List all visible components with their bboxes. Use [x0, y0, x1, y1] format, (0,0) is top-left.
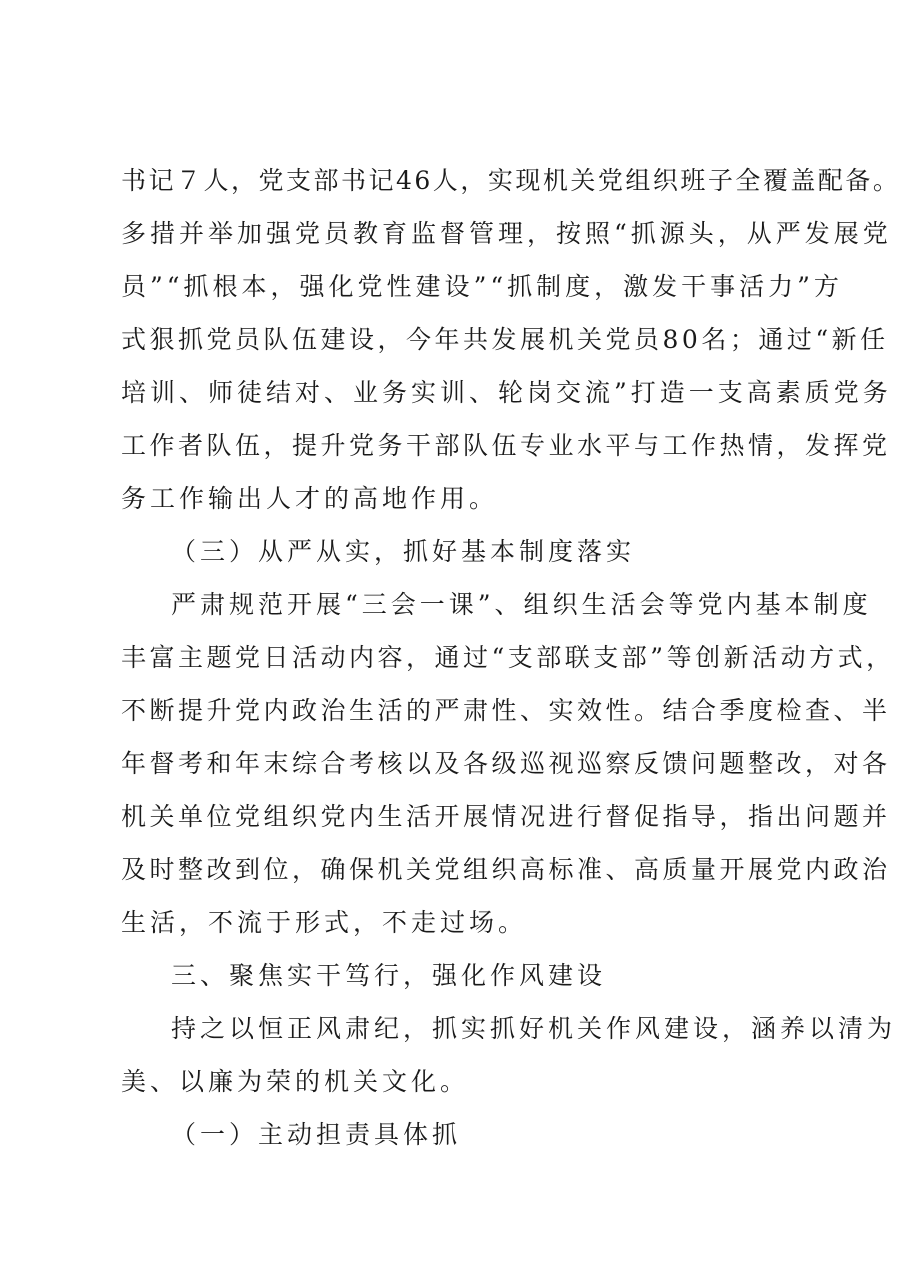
body-text-line: 培训、师徒结对、业务实训、轮岗交流”打造一支高素质党务 — [121, 378, 892, 407]
body-text-line: 不断提升党内政治生活的严肃性、实效性。结合季度检查、半 — [121, 696, 891, 725]
body-text-line: 书记７人，党支部书记46人，实现机关党组织班子全覆盖配备。 — [121, 166, 901, 195]
section-heading: 三、聚焦实干笃行，强化作风建设 — [171, 961, 607, 990]
body-text-line: 工作者队伍，提升党务干部队伍专业水平与工作热情，发挥党 — [121, 431, 891, 460]
body-text-line: 丰富主题党日活动内容，通过“支部联支部”等创新活动方式， — [121, 643, 895, 672]
body-text-line: 机关单位党组织党内生活开展情况进行督促指导，指出问题并 — [121, 802, 891, 831]
body-text-line: 务工作输出人才的高地作用。 — [121, 484, 499, 513]
body-text-line: 生活，不流于形式，不走过场。 — [121, 908, 528, 937]
body-text-line: 严肃规范开展“三会一课”、组织生活会等党内基本制度 — [171, 590, 872, 619]
body-text-line: 持之以恒正风肃纪，抓实抓好机关作风建设，涵养以清为 — [171, 1014, 897, 1043]
body-text-line: 式狠抓党员队伍建设，今年共发展机关党员80名；通过“新任 — [121, 325, 889, 354]
section-heading: （一）主动担责具体抓 — [171, 1120, 462, 1149]
body-text-line: 年督考和年末综合考核以及各级巡视巡察反馈问题整改，对各 — [121, 749, 891, 778]
body-text-line: 美、以廉为荣的机关文化。 — [121, 1067, 470, 1096]
body-text-line: 多措并举加强党员教育监督管理，按照“抓源头，从严发展党 — [121, 219, 892, 248]
body-text-line: 及时整改到位，确保机关党组织高标准、高质量开展党内政治 — [121, 855, 891, 884]
body-text-line: 员”“抓根本，强化党性建设”“抓制度，激发干事活力”方 — [121, 272, 843, 301]
section-heading: （三）从严从实，抓好基本制度落实 — [171, 537, 636, 566]
